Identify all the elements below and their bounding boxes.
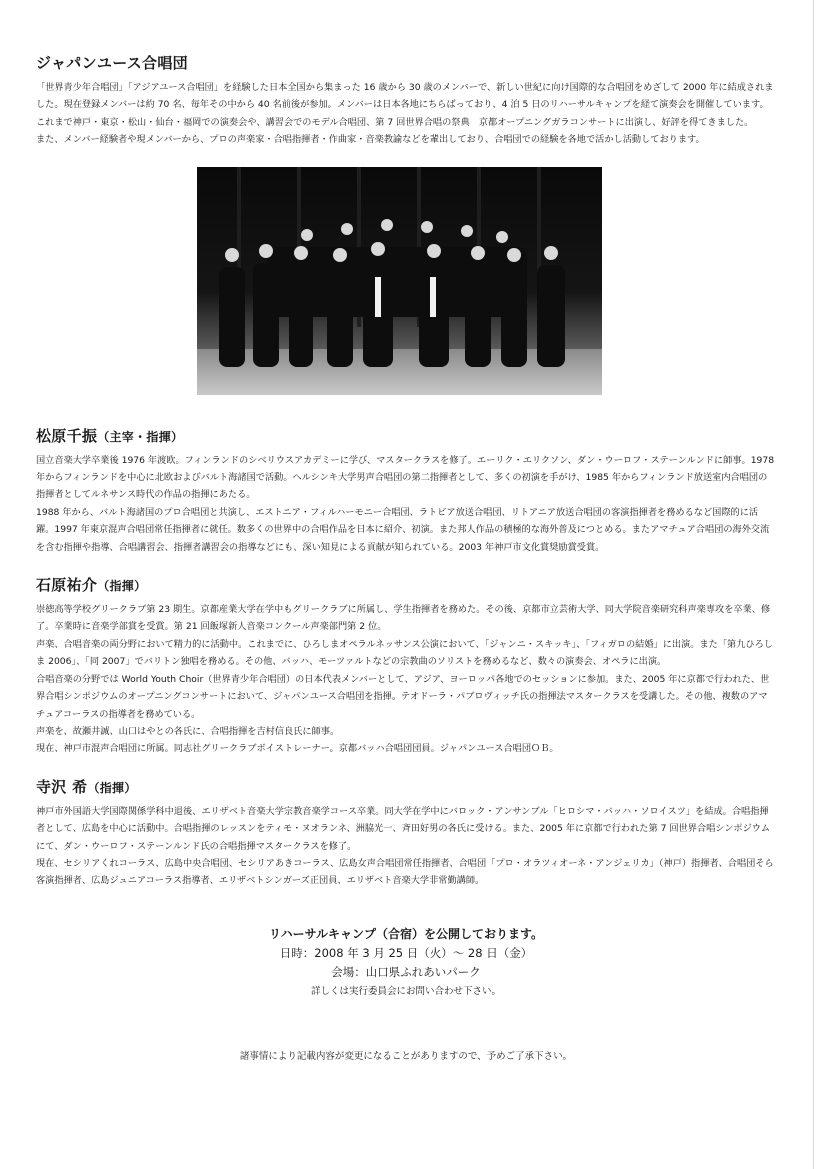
terasawa-section: [36, 776, 776, 890]
terasawa-heading: [36, 776, 776, 797]
ishihara-role: （指揮）: [97, 579, 147, 594]
choir-photo: [197, 167, 602, 395]
ishihara-paragraph-4: 声楽を、故瀬井誠、山口はやとの各氏に、合唱指揮を吉村信良氏に師事。: [36, 725, 340, 737]
matsubara-section: [36, 425, 776, 556]
terasawa-paragraph-1: 神戸市外国語大学国際関係学科中退後、エリザベト音楽大学宗教音楽学コース卒業。同大学在学中にバロック・アンサンブル「ヒロシマ・バッハ・ソロイスツ」を結成。合唱指揮者として、広島を中心に活動中。合唱指揮のレッスンをティモ・ヌオランネ、洲脇光一、斉田好男の各氏に受ける。また、2005 年に京都で行われた第 7 回世界合唱シンポジウムにて、ダン・ウーロフ・ステーンルンド氏の合唱指揮マスタークラスを修了。: [36, 805, 771, 852]
ishihara-paragraph-3: 合唱音楽の分野では World Youth Choir（世界青少年合唱団）の日本代表メンバーとして、アジア、ヨーロッパ各地でのセッションに参加。また、2005 年に京都で行われた、世界合唱シンポジウムのオープニングコンサートにおいて、ジャパンユース合唱団を指揮。テオドーラ・パブロヴィッチ氏の指揮法マスタークラスを受講した。その他、複数のアマチュアコーラスの指導者を務めている。: [36, 673, 770, 720]
japan-youth-section: [36, 52, 776, 149]
change-notice: 諸事情により記載内容が変更になることがありますので、予めご了承下さい。: [239, 1050, 573, 1062]
terasawa-role: （指揮）: [87, 780, 137, 795]
ishihara-section: [36, 574, 776, 758]
flyer-content: [36, 52, 776, 1062]
ishihara-heading: [36, 574, 776, 595]
terasawa-name: 寺沢 希: [36, 777, 88, 796]
choir-silhouettes: [197, 167, 602, 395]
choir-photo-area: [0, 167, 828, 401]
ishihara-paragraph-2: 声楽、合唱音楽の両分野において精力的に活動中。これまでに、ひろしまオペラルネッサンス公演において、「ジャンニ・スキッキ」、「フィガロの結婚」に出演。また「第九ひろしま 2006」、「同 2007」でバリトン独唱を務める。その他、バッハ、モーツァルトなどの宗教曲のソリストを務めるなど、数々の演奏会、オペラに出演。: [36, 638, 773, 668]
matsubara-paragraph-2: 1988 年から、バルト海諸国のプロ合唱団と共演し、エストニア・フィルハーモニー合唱団、ラトビア放送合唱団、リトアニア放送合唱団の客演指揮者を務めるなど国際的に活躍。1997 年東京混声合唱団常任指揮者に就任。数多くの世界中の合唱作品を日本に紹介、初演。また邦人作品の積極的な海外普及につとめる。またアマチュア合唱団の海外交流を含む指揮や指導、合唱講習会、指揮者講習会の指導などにも、深い知見による貢献が知られている。2003 年神戸市文化賞奨励賞受賞。: [36, 506, 770, 553]
japan-youth-paragraph-1: 「世界青少年合唱団」「アジアユース合唱団」を経験した日本全国から集まった 16 歳から 30 歳のメンバーで、新しい世紀に向け国際的な合唱団をめざして 2000 年に結成されました。現在登録メンバーは約 70 名、毎年その中から 40 名前後が参加。メンバーは日本各地にちらばっており、4 泊 5 日のリハーサルキャンプを経て演奏会を開催しています。これまで神戸・東京・松山・仙台・福岡での演奏会や、講習会でのモデル合唱団、第 7 回世界合唱の祭典 京都オープニングガラコンサートに出演し、好評を得てきました。: [36, 82, 774, 128]
ishihara-paragraph-1: 崇徳高等学校グリークラブ第 23 期生。京都産業大学在学中もグリークラブに所属し、学生指揮者を務めた。その後、京都市立芸術大学、同大学院音楽研究科声楽専攻を卒業、修了。卒業時に音楽学部賞を受賞。第 21 回飯塚新人音楽コンクール声楽部門第 2 位。: [36, 604, 771, 633]
rehearsal-camp-info: [36, 924, 776, 1002]
japan-youth-paragraph-2: また、メンバー経験者や現メンバーから、プロの声楽家・合唱指揮者・作曲家・音楽教諭などを輩出しており、合唱団での経験を各地で活かし活動しております。: [36, 134, 705, 146]
japan-youth-heading: ジャパンユース合唱団: [36, 54, 188, 72]
camp-contact: 詳しくは実行委員会にお問い合わせ下さい。: [310, 985, 501, 997]
camp-date: 日時：2008 年 3 月 25 日（火）～ 28 日（金）: [279, 945, 533, 960]
ishihara-name: 石原祐介: [36, 576, 98, 595]
camp-venue: 会場：山口県ふれあいパーク: [331, 964, 481, 979]
matsubara-paragraph-1: 国立音楽大学卒業後 1976 年渡欧。フィンランドのシベリウスアカデミーに学び、マスタークラスを修了。エーリク・エリクソン、ダン・ウーロフ・ステーンルンドに師事。1978 年からフィンランドを中心に北欧およびバルト海諸国で活動。ヘルシンキ大学男声合唱団の第二指揮者として、多くの初演を手がけ、1985 年からフィンランド放送室内合唱団の指揮者としてルネサンス時代の作品の指揮にあたる。: [36, 454, 775, 501]
terasawa-paragraph-2: 現在、セシリアくれコーラス、広島中央合唱団、セシリアあきコーラス、広島女声合唱団常任指揮者、合唱団「プロ・オラツィオーネ・アンジェリカ」（神戸）指揮者、合唱団そら客演指揮者、広島ジュニアコーラス指導者、エリザベトシンガーズ正団員、エリザベト音楽大学非常勤講師。: [36, 857, 774, 887]
matsubara-heading: [36, 425, 776, 446]
matsubara-name: 松原千振: [36, 426, 98, 445]
ishihara-paragraph-5: 現在、神戸市混声合唱団に所属。同志社グリークラブボイストレーナー。京都バッハ合唱団団員。ジャパンユース合唱団ＯＢ。: [36, 743, 559, 755]
matsubara-role: （主宰・指揮）: [97, 429, 184, 444]
camp-title: リハーサルキャンプ（合宿）を公開しております。: [268, 926, 544, 941]
